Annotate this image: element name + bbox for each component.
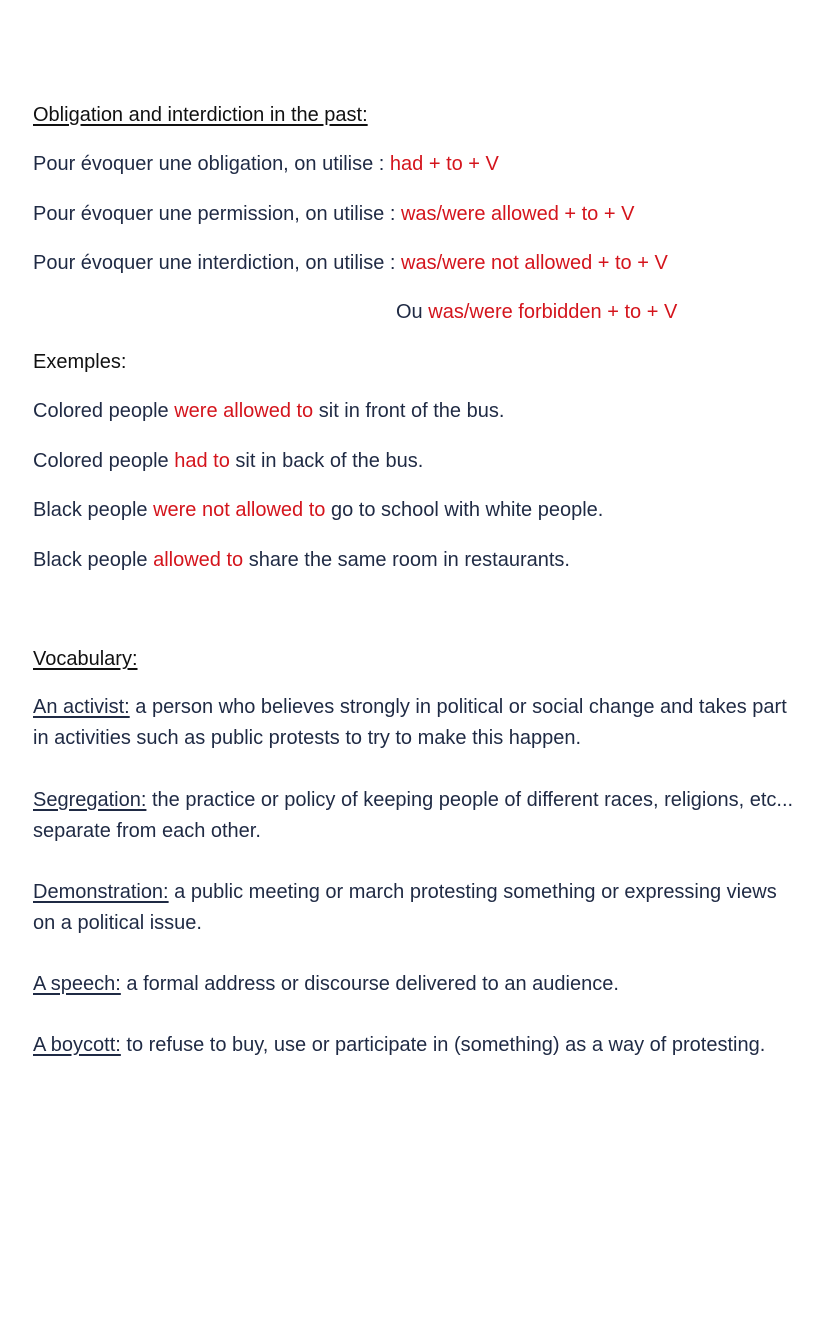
example-line xyxy=(33,498,603,522)
rule-formula: was/were forbidden + to + V xyxy=(428,301,678,323)
rule-permission xyxy=(33,202,634,226)
rule-formula: was/were allowed + to + V xyxy=(400,203,635,225)
vocab-definition: a formal address or discourse delivered to an audience. xyxy=(120,973,619,995)
vocab-term: Demonstration: xyxy=(33,881,169,903)
grammar-heading: Obligation and interdiction in the past: xyxy=(33,104,368,126)
example-text: sit in back of the bus. xyxy=(229,450,424,472)
vocab-entry xyxy=(33,692,803,754)
example-highlight: had to xyxy=(174,450,230,472)
rule-prefix: Pour évoquer une obligation, on utilise : xyxy=(33,153,390,175)
vocab-term: A speech: xyxy=(33,973,121,995)
vocab-entry xyxy=(33,877,803,939)
vocab-definition: the practice or policy of keeping people of different races, religions, etc... separate from each other. xyxy=(33,789,794,842)
vocab-definition: a person who believes strongly in political or social change and takes part in activities such as public protests to try to make this happen. xyxy=(33,696,787,749)
example-text: Colored people xyxy=(33,450,175,472)
vocab-term: A boycott: xyxy=(33,1034,121,1056)
example-line xyxy=(33,449,423,473)
example-text: Black people xyxy=(33,549,154,571)
rule-prefix: Ou xyxy=(396,301,429,323)
vocab-definition: a public meeting or march protesting something or expressing views on a political issue. xyxy=(33,881,777,934)
rule-alternative xyxy=(396,300,677,324)
example-line xyxy=(33,399,504,423)
vocabulary-heading: Vocabulary: xyxy=(33,648,138,670)
vocab-entry xyxy=(33,1030,803,1061)
example-highlight: were allowed to xyxy=(174,400,314,422)
vocab-term: Segregation: xyxy=(33,789,147,811)
rule-formula: had + to + V xyxy=(389,153,499,175)
example-highlight: were not allowed to xyxy=(153,499,326,521)
rule-interdiction xyxy=(33,251,668,275)
vocab-entry xyxy=(33,785,803,847)
example-highlight: allowed to xyxy=(153,549,244,571)
example-text: share the same room in restaurants. xyxy=(243,549,570,571)
example-text: go to school with white people. xyxy=(325,499,604,521)
example-line xyxy=(33,548,570,572)
rule-prefix: Pour évoquer une permission, on utilise : xyxy=(33,203,401,225)
example-text: sit in front of the bus. xyxy=(313,400,505,422)
rule-prefix: Pour évoquer une interdiction, on utilise : xyxy=(33,252,401,274)
example-text: Colored people xyxy=(33,400,175,422)
examples-heading: Exemples: xyxy=(33,351,127,373)
rule-obligation xyxy=(33,152,499,176)
vocab-definition: to refuse to buy, use or participate in (something) as a way of protesting. xyxy=(120,1034,766,1056)
vocab-term: An activist: xyxy=(33,696,130,718)
rule-formula: was/were not allowed + to + V xyxy=(401,252,668,274)
example-text: Black people xyxy=(33,499,154,521)
vocab-entry xyxy=(33,969,803,1000)
